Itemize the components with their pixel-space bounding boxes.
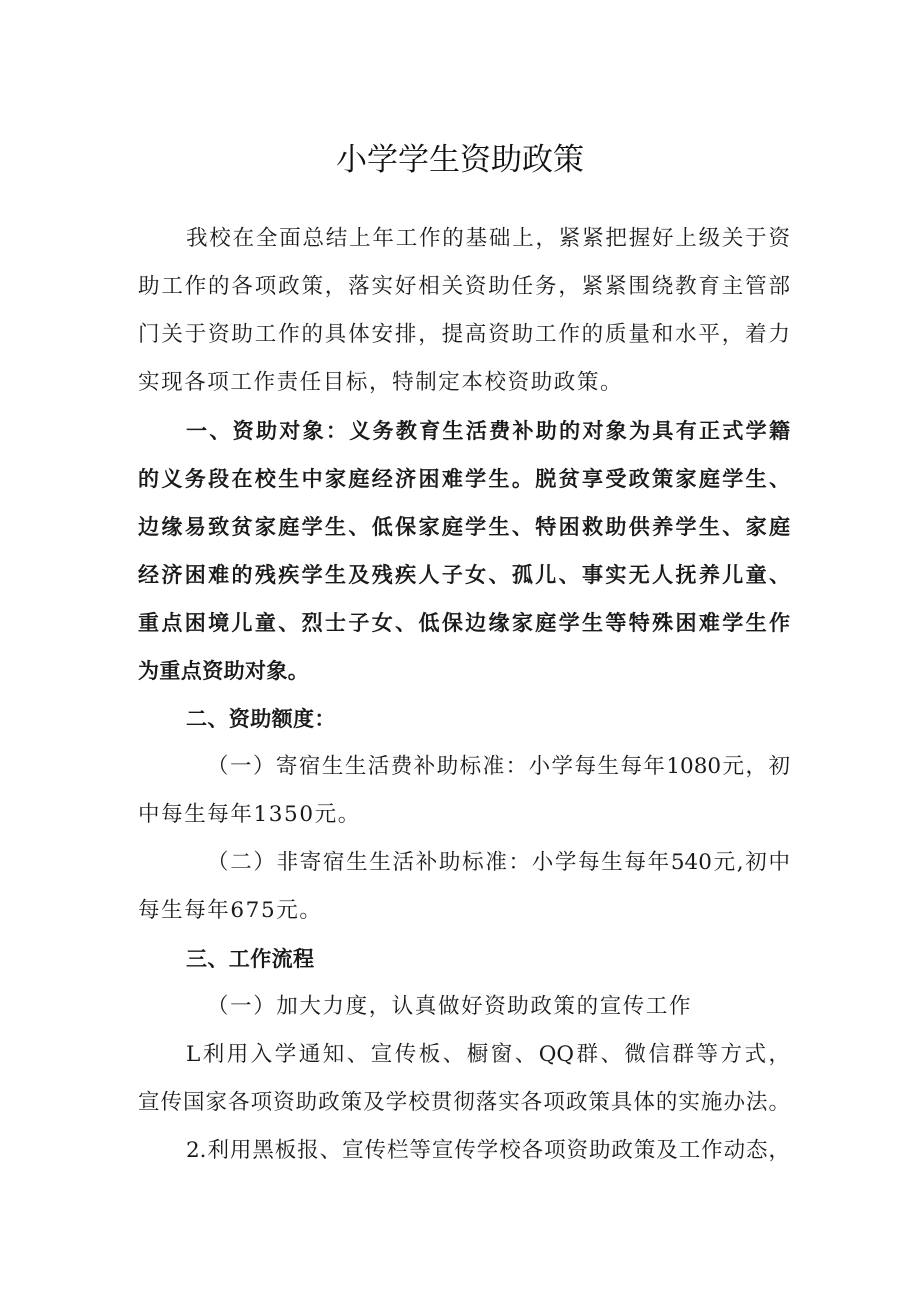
paragraph-line: （一）加大力度，认真做好资助政策的宣传工作 — [207, 994, 693, 1019]
section-heading: 三、工作流程 — [186, 947, 315, 971]
section-line: 重点困境儿童、烈士子女、低保边缘家庭学生等特殊困难学生作 — [138, 611, 790, 635]
paragraph-line: 每生每年675元。 — [138, 898, 323, 923]
page-title: 小学学生资助政策 — [336, 142, 584, 178]
section-line: 边缘易致贫家庭学生、低保家庭学生、特困救助供养学生、家庭 — [138, 515, 790, 539]
paragraph-line: 2.利用黑板报、宣传栏等宣传学校各项资助政策及工作动态， — [186, 1138, 790, 1163]
paragraph-line: L利用入学通知、宣传板、橱窗、QQ群、微信群等方式， — [186, 1042, 790, 1067]
paragraph-line: 助工作的各项政策，落实好相关资助任务，紧紧围绕教育主管部 — [138, 274, 790, 299]
section-line: 为重点资助对象。 — [138, 659, 310, 683]
paragraph-line: 实现各项工作责任目标，特制定本校资助政策。 — [138, 370, 624, 395]
section-heading: 二、资助额度： — [186, 707, 336, 731]
paragraph-line: 中每生每年1350元。 — [138, 802, 361, 827]
paragraph-line: （一）寄宿生生活费补助标准：小学每生每年1080元，初 — [207, 754, 790, 779]
section-line: 经济困难的残疾学生及残疾人子女、孤儿、事实无人抚养儿童、 — [138, 563, 790, 587]
paragraph-line: 我校在全面总结上年工作的基础上，紧紧把握好上级关于资 — [186, 226, 790, 251]
paragraph-line: （二）非寄宿生生活补助标准：小学每生每年540元,初中 — [207, 850, 790, 875]
section-line: 的义务段在校生中家庭经济困难学生。脱贫享受政策家庭学生、 — [138, 467, 790, 491]
paragraph-line: 宣传国家各项资助政策及学校贯彻落实各项政策具体的实施办法。 — [138, 1090, 790, 1115]
section-heading-line: 一、资助对象：义务教育生活费补助的对象为具有正式学籍 — [186, 419, 790, 443]
paragraph-line: 门关于资助工作的具体安排，提高资助工作的质量和水平，着力 — [138, 322, 790, 347]
